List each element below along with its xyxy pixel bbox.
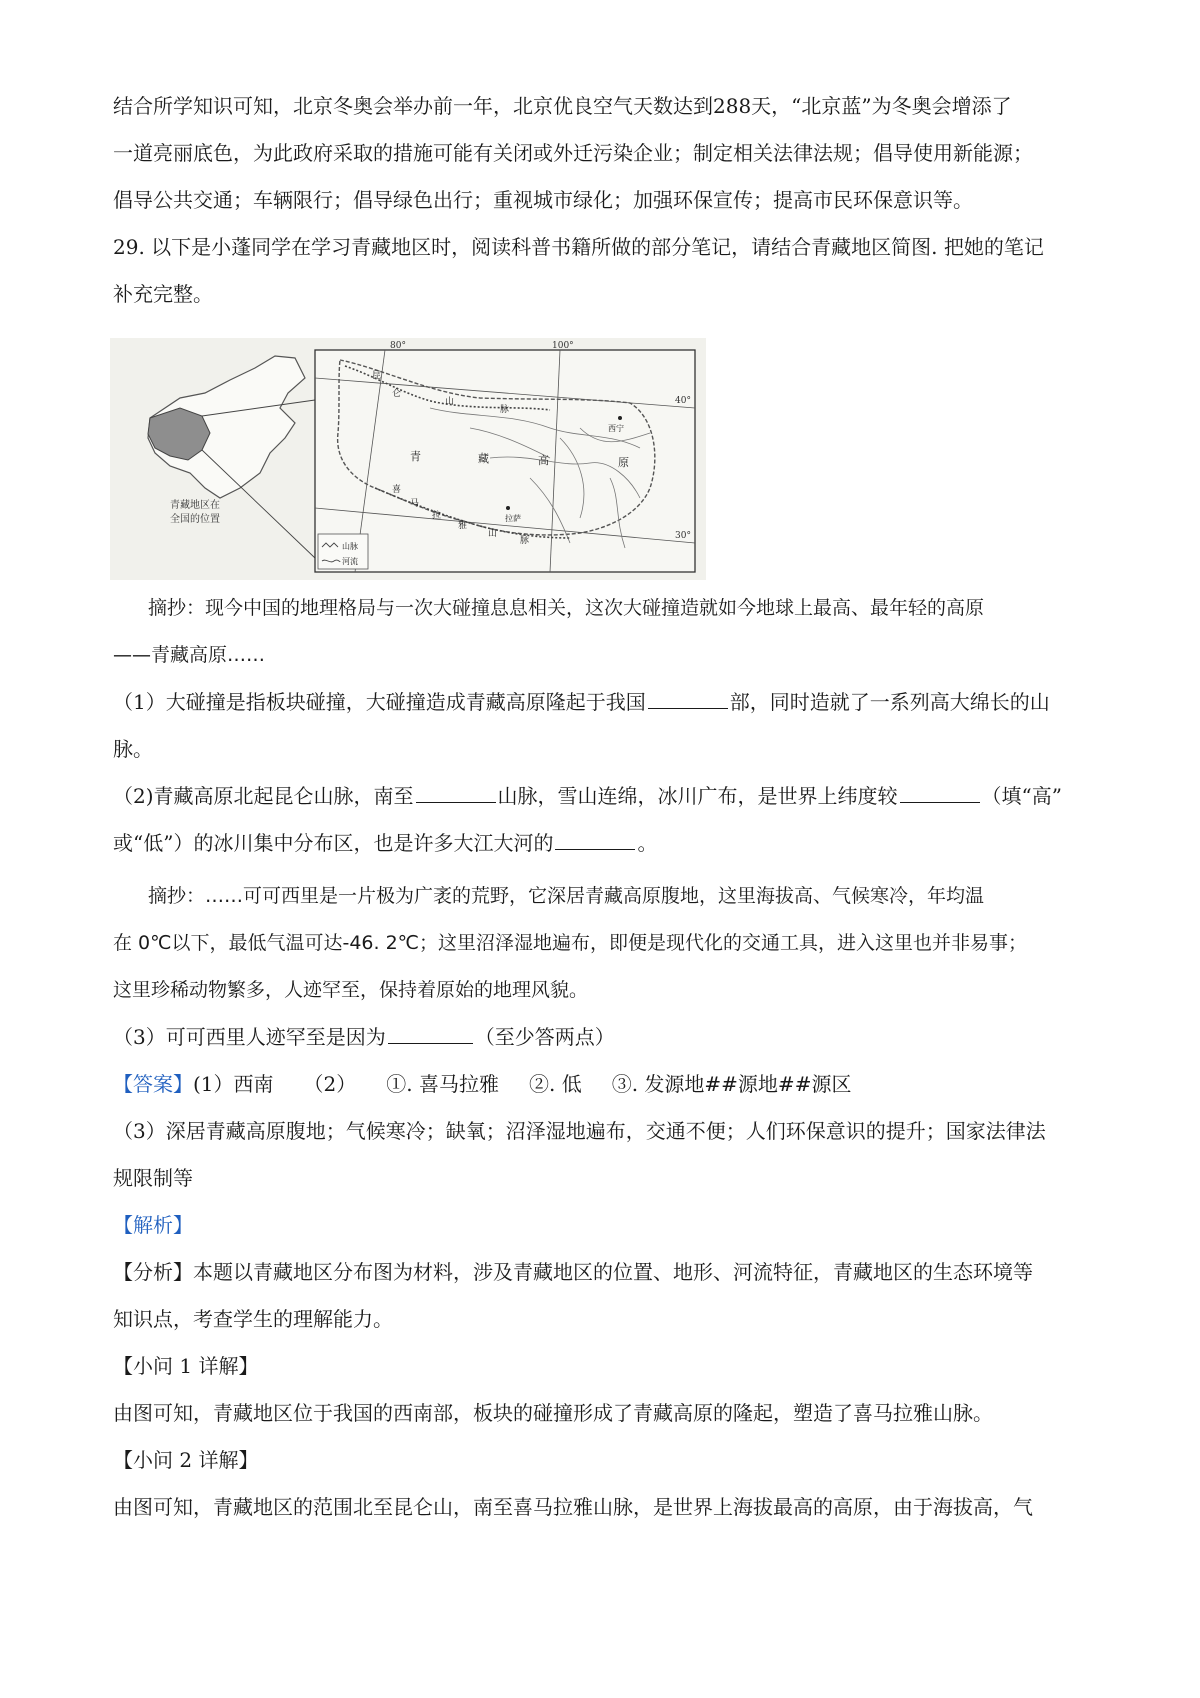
answer-tag: 【答案】 (113, 1072, 193, 1096)
q2-text: 山脉，雪山连绵，冰川广布，是世界上纬度较 (497, 784, 898, 808)
lon-label-80: 80° (390, 341, 406, 351)
answer-part-2-1: ①. 喜马拉雅 (386, 1072, 499, 1096)
answer-line-2: （3）深居青藏高原腹地；气候寒冷；缺氧；沼泽湿地遍布，交通不便；人们环保意识的提升；国家法律法 (113, 1119, 1046, 1143)
text-line: 倡导公共交通；车辆限行；倡导绿色出行；重视城市绿化；加强环保宣传；提高市民环保意识等。 (113, 188, 973, 212)
label-kunlun-2: 仑 (392, 389, 402, 399)
q1-text: （1）大碰撞是指板块碰撞，大碰撞造成青藏高原隆起于我国 (113, 690, 646, 714)
label-himalaya-3: 拉 (432, 511, 442, 521)
label-zang: 藏 (478, 452, 489, 465)
label-himalaya-6: 脉 (520, 536, 530, 546)
lat-label-40: 40° (675, 396, 691, 406)
label-himalaya-1: 喜 (392, 485, 402, 495)
sub-question-1-title: 【小问 1 详解】 (113, 1354, 259, 1378)
label-himalaya-2: 马 (410, 499, 420, 509)
excerpt-2: 摘抄：……可可西里是一片极为广袤的荒野，它深居青藏高原腹地，这里海拔高、气候寒冷，年均温 (148, 885, 985, 907)
question-2-cont (113, 829, 1103, 857)
q3-blank[interactable] (388, 1025, 473, 1044)
text-line: 补充完整。 (113, 282, 213, 306)
lat-label-30: 30° (675, 531, 691, 541)
q1-blank[interactable] (648, 690, 728, 709)
label-himalaya-5: 山 (488, 529, 498, 539)
excerpt-1: ——青藏高原…… (113, 644, 266, 666)
label-himalaya-4: 雅 (458, 521, 468, 531)
analysis-line: 【分析】本题以青藏地区分布图为材料，涉及青藏地区的位置、地形、河流特征，青藏地区的生态环境等 (113, 1260, 1033, 1284)
question-2 (113, 782, 1103, 810)
analysis-line: 知识点，考查学生的理解能力。 (113, 1307, 393, 1331)
answer-part-2: （2） (303, 1072, 357, 1096)
inset-caption: 全国的位置 (170, 514, 220, 525)
q2-text: （2)青藏高原北起昆仑山脉，南至 (113, 784, 414, 808)
text-line: 脉。 (113, 737, 153, 761)
q1-text: 部，同时造就了一系列高大绵长的山 (729, 690, 1050, 714)
qinghai-tibet-map (110, 338, 706, 580)
label-gao: 高 (538, 454, 549, 467)
sub-question-2-title: 【小问 2 详解】 (113, 1448, 259, 1472)
answer-part-2-2: ②. 低 (528, 1072, 582, 1096)
excerpt-1: 摘抄：现今中国的地理格局与一次大碰撞息息相关，这次大碰撞造就如今地球上最高、最年轻的高原 (148, 597, 985, 619)
label-qing: 青 (410, 450, 421, 463)
answer-line-3: 规限制等 (113, 1166, 193, 1190)
q2-blank-3[interactable] (555, 831, 635, 850)
detail-map-frame (315, 350, 695, 572)
text-line: 结合所学知识可知，北京冬奥会举办前一年，北京优良空气天数达到288天，“北京蓝”为冬奥会增添了 (113, 94, 1012, 118)
excerpt-2: 这里珍稀动物繁多，人迹罕至，保持着原始的地理风貌。 (113, 979, 589, 1001)
legend-river: 河流 (342, 557, 358, 566)
excerpt-2: 在 0℃以下，最低气温可达-46. 2℃；这里沼泽湿地遍布，即便是现代化的交通工具，进入这里也并非易事； (113, 932, 1028, 954)
answer-part-1: (1）西南 (193, 1072, 274, 1096)
answer-part-2-3: ③. 发源地##源地##源区 (611, 1072, 852, 1096)
q2-text: （填“高” (981, 784, 1062, 808)
sub-question-2-text: 由图可知，青藏地区的范围北至昆仑山，南至喜马拉雅山脉，是世界上海拔最高的高原，由于海拔高，气 (113, 1495, 1033, 1519)
label-yuan: 原 (618, 456, 629, 469)
label-kunlun-1: 昆 (372, 371, 382, 381)
label-kunlun-4: 脉 (500, 405, 510, 415)
lon-label-100: 100° (552, 341, 574, 351)
inset-caption: 青藏地区在 (170, 500, 220, 511)
label-kunlun-3: 山 (445, 397, 455, 407)
question-1 (113, 688, 1103, 716)
sub-question-1-text: 由图可知，青藏地区位于我国的西南部，板块的碰撞形成了青藏高原的隆起，塑造了喜马拉雅山脉。 (113, 1401, 993, 1425)
q2-blank-2[interactable] (900, 784, 980, 803)
question-29-stem: 29. 以下是小蓬同学在学习青藏地区时，阅读科普书籍所做的部分笔记，请结合青藏地区简图. 把她的笔记 (113, 235, 1044, 259)
text-line: 一道亮丽底色，为此政府采取的措施可能有关闭或外迁污染企业；制定相关法律法规；倡导使用新能源； (113, 141, 1033, 165)
q2-text: 或“低”）的冰川集中分布区，也是许多大江大河的 (113, 831, 554, 855)
label-xining: 西宁 (608, 424, 624, 433)
q3-text: （3）可可西里人迹罕至是因为 (113, 1025, 386, 1049)
answer-line-1 (113, 1070, 1103, 1098)
analysis-tag: 【解析】 (113, 1213, 193, 1237)
q2-text: 。 (637, 831, 658, 855)
q3-text: （至少答两点） (474, 1025, 615, 1049)
label-lhasa: 拉萨 (505, 514, 521, 523)
legend-mountain: 山脉 (342, 542, 358, 551)
question-3 (113, 1023, 1103, 1051)
q2-blank-1[interactable] (416, 784, 496, 803)
